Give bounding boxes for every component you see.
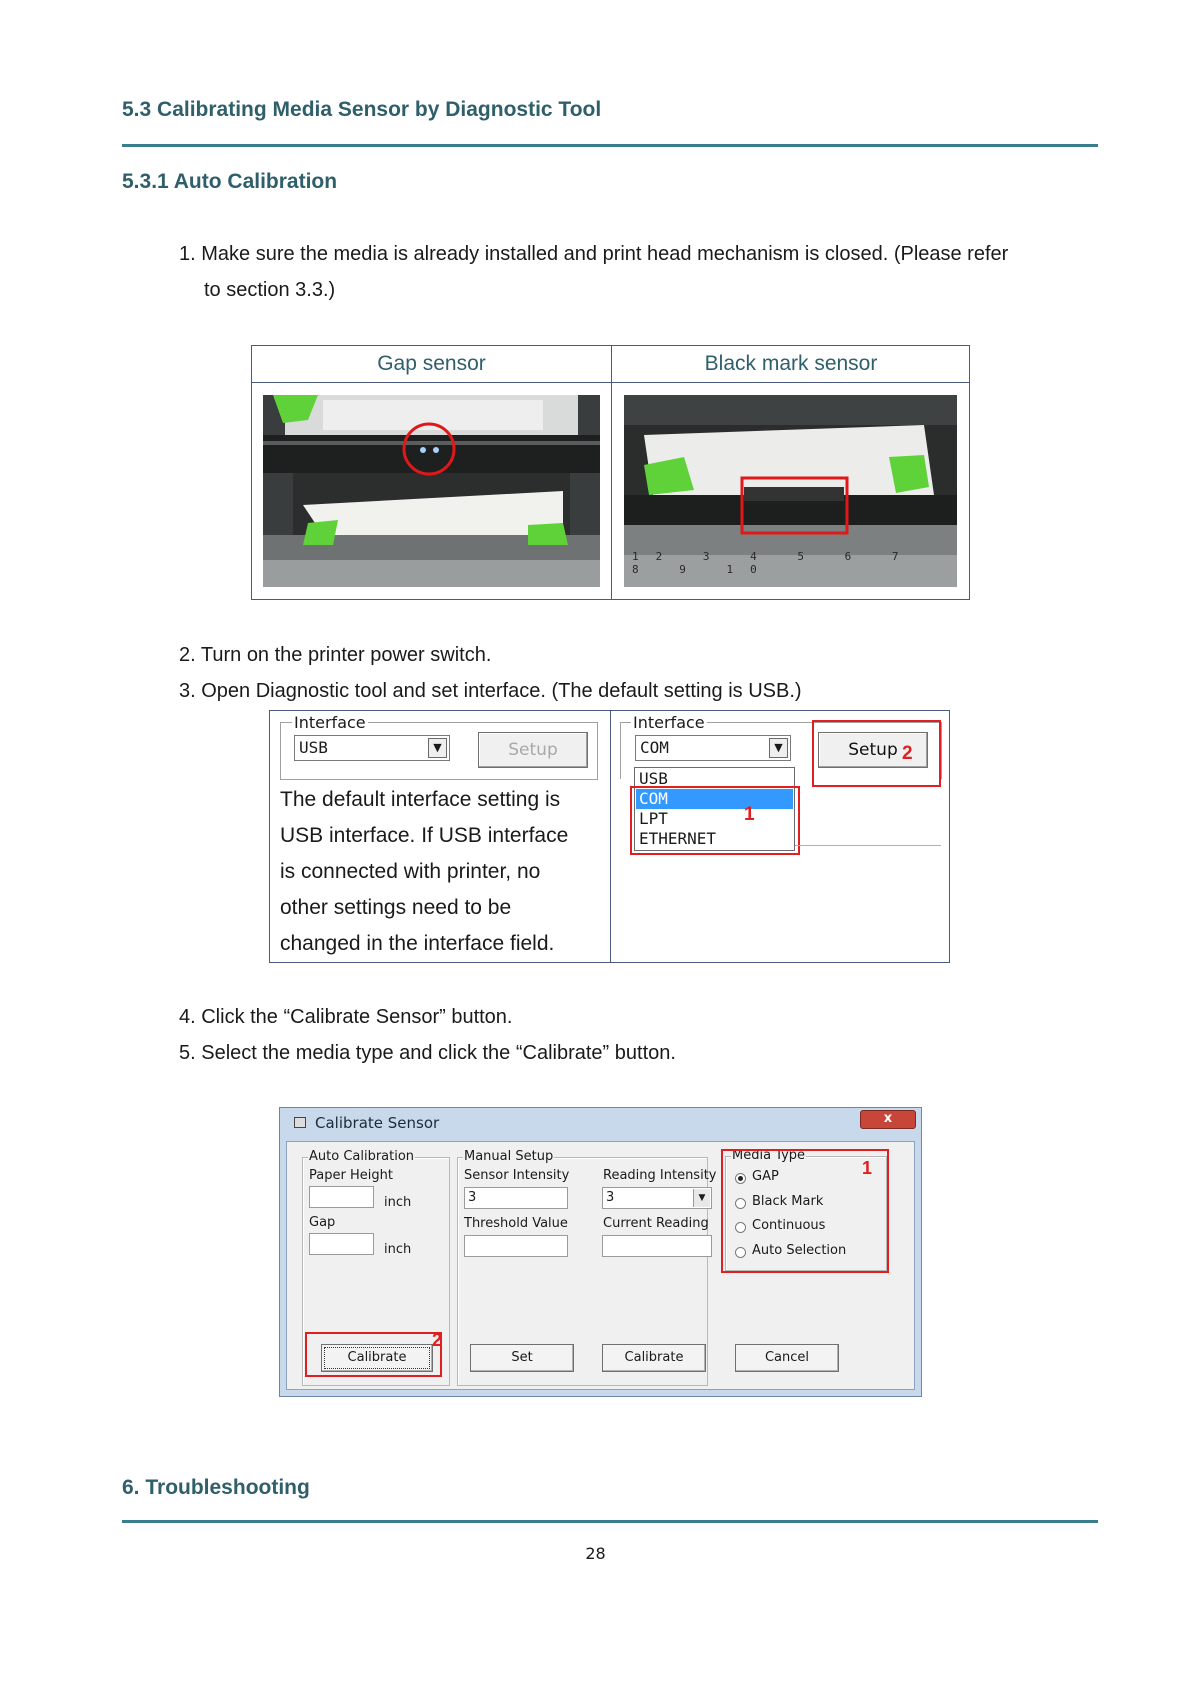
next-section-rule (122, 1520, 1098, 1523)
interface-select-right-value: COM (640, 738, 669, 757)
dropdown-highlight-box (630, 786, 800, 855)
close-icon[interactable]: x (860, 1110, 916, 1129)
radio-gap-label: GAP (752, 1169, 779, 1184)
media-type-label: Media Type (732, 1148, 806, 1163)
step-1-line-1: 1. Make sure the media is already installed and print head mechanism is closed. (Please refer (179, 243, 1009, 265)
radio-continuous-label: Continuous (752, 1218, 826, 1233)
setup-button[interactable]: Setup (818, 732, 928, 768)
dialog-body (286, 1141, 915, 1390)
paper-height-unit: inch (384, 1195, 412, 1210)
threshold-value-input[interactable] (464, 1235, 568, 1257)
reading-intensity-value: 3 (606, 1190, 615, 1205)
gap-label: Gap (309, 1215, 336, 1230)
page-number: 28 (585, 1544, 606, 1563)
setup-button-disabled[interactable]: Setup (478, 732, 588, 768)
marker-1: 1 (862, 1158, 873, 1178)
option-com[interactable]: COM (636, 789, 793, 809)
section-title: 5.3 Calibrating Media Sensor by Diagnostic Tool (122, 98, 602, 121)
setup-highlight-box (812, 720, 941, 787)
interface-select-right[interactable] (635, 735, 791, 761)
reading-intensity-select[interactable] (602, 1187, 712, 1209)
interface-select-left[interactable] (294, 735, 450, 761)
dropdown-arrow-icon[interactable]: ▼ (428, 738, 447, 758)
step-1-line-2: to section 3.3.) (204, 279, 336, 301)
auto-calibrate-button[interactable]: Calibrate (321, 1344, 433, 1372)
step-4: 4. Click the “Calibrate Sensor” button. (179, 1006, 513, 1028)
auto-calibrate-highlight-box (305, 1332, 442, 1377)
section-rule (122, 144, 1098, 147)
gap-sensor-photo (263, 395, 600, 587)
step-5: 5. Select the media type and click the “Calibrate” button. (179, 1042, 676, 1064)
option-lpt[interactable]: LPT (639, 809, 668, 828)
interface-table (269, 710, 950, 963)
calibrate-sensor-dialog (279, 1107, 922, 1397)
reading-intensity-label: Reading Intensity (603, 1168, 717, 1183)
groupbox-bottom-edge (795, 845, 941, 846)
cancel-button[interactable]: Cancel (735, 1344, 839, 1372)
option-ethernet[interactable]: ETHERNET (639, 829, 717, 848)
manual-setup-label: Manual Setup (464, 1149, 554, 1164)
marker-1: 1 (744, 804, 755, 825)
ruler-scale-labels: 12 3 4 5 6 7 8 9 10 (632, 550, 916, 576)
subsection-title: 5.3.1 Auto Calibration (122, 170, 338, 193)
dialog-title: Calibrate Sensor (315, 1114, 440, 1132)
sensor-intensity-input[interactable]: 3 (464, 1187, 568, 1209)
chevron-down-icon[interactable]: ▼ (693, 1189, 710, 1207)
auto-calibration-label: Auto Calibration (309, 1149, 415, 1164)
option-usb[interactable]: USB (639, 769, 668, 788)
current-reading-input[interactable] (602, 1235, 712, 1257)
gap-sensor-header: Gap sensor (377, 352, 486, 375)
description-line: other settings need to be (280, 896, 512, 919)
description-line: is connected with printer, no (280, 860, 541, 883)
step-3: 3. Open Diagnostic tool and set interface. (The default setting is USB.) (179, 680, 802, 702)
black-mark-sensor-header: Black mark sensor (704, 352, 878, 375)
interface-group-label-left: Interface (294, 713, 366, 732)
gap-input[interactable] (309, 1233, 374, 1255)
threshold-value-label: Threshold Value (464, 1216, 568, 1231)
description-line: USB interface. If USB interface (280, 824, 569, 847)
sensor-intensity-label: Sensor Intensity (464, 1168, 570, 1183)
window-icon (294, 1117, 306, 1128)
radio-auto-selection-label: Auto Selection (752, 1243, 847, 1258)
current-reading-label: Current Reading (603, 1216, 709, 1231)
paper-height-label: Paper Height (309, 1168, 393, 1183)
description-line: The default interface setting is (280, 788, 561, 811)
interface-select-left-value: USB (299, 738, 328, 757)
sensor-table (251, 345, 970, 600)
manual-calibrate-button[interactable]: Calibrate (602, 1344, 706, 1372)
marker-2: 2 (432, 1330, 443, 1350)
description-line: changed in the interface field. (280, 932, 555, 955)
paper-height-input[interactable] (309, 1186, 374, 1208)
marker-2: 2 (902, 743, 913, 764)
interface-group-label-right: Interface (633, 713, 705, 732)
dropdown-arrow-icon[interactable]: ▼ (769, 738, 788, 758)
next-section-title: 6. Troubleshooting (122, 1476, 310, 1499)
black-mark-sensor-photo (624, 395, 957, 587)
radio-black-mark-label: Black Mark (752, 1194, 824, 1209)
step-2: 2. Turn on the printer power switch. (179, 644, 492, 666)
set-button[interactable]: Set (470, 1344, 574, 1372)
gap-unit: inch (384, 1242, 412, 1257)
